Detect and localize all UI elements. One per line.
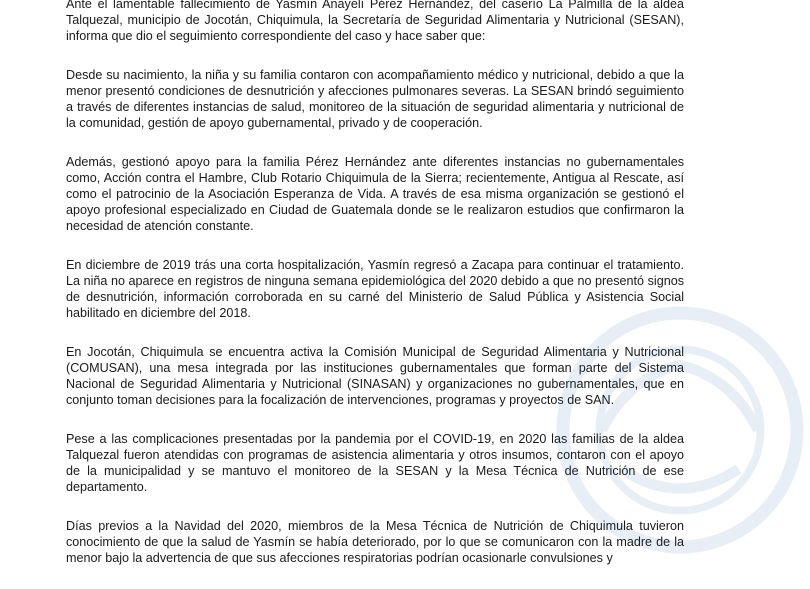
- paragraph-medical-accompaniment: Desde su nacimiento, la niña y su familia contaron con acompañamiento médico y nutricional, debido a que la menor presentó condiciones de desnutrición y afecciones pulmonares severas. La SESAN brindó seguimiento a través de diferentes instancias de salud, monitoreo de la situación de seguridad alimentaria y nutricional de la comunidad, gestión de apoyo gubernamental, privado y de cooperación.: [66, 67, 684, 131]
- paragraph-december-2019: En diciembre de 2019 trás una corta hospitalización, Yasmín regresó a Zacapa para continuar el tratamiento. La niña no aparece en registros de ninguna semana epidemiológica del 2020 debido a que no presentó signos de desnutrición, información corroborada en su carné del Ministerio de Salud Pública y Asistencia Social habilitado en diciembre del 2018.: [66, 257, 684, 321]
- paragraph-comusan: En Jocotán, Chiquimula se encuentra activa la Comisión Municipal de Seguridad Alimentaria y Nutricional (COMUSAN), una mesa integrada por las instituciones gubernamentales que forman parte del Sistema Nacional de Seguridad Alimentaria y Nutricional (SINASAN) y organizaciones no gubernamentales, que en conjunto toman decisiones para la focalización de intervenciones, programas y proyectos de SAN.: [66, 344, 684, 408]
- paragraph-intro: Ante el lamentable fallecimiento de Yasmín Anayelí Pérez Hernández, del caserío La Palmilla de la aldea Talquezal, municipio de Jocotán, Chiquimula, la Secretaría de Seguridad Alimentaria y Nutricional (SESAN), informa que dio el seguimiento correspondiente del caso y hace saber que:: [66, 0, 684, 44]
- paragraph-covid-2020: Pese a las complicaciones presentadas por la pandemia por el COVID-19, en 2020 las familias de la aldea Talquezal fueron atendidas con programas de asistencia alimentaria y otros insumos, contaron con el apoyo de la municipalidad y se mantuvo el monitoreo de la SESAN y la Mesa Técnica de Nutrición de ese departamento.: [66, 431, 684, 495]
- paragraph-ngo-support: Además, gestionó apoyo para la familia Pérez Hernández ante diferentes instancias no gubernamentales como, Acción contra el Hambre, Club Rotario Chiquimula de la Sierra; recientemente, Antigua al Rescate, así como el patrocinio de la Asociación Esperanza de Vida. A través de esa misma organización se gestionó el apoyo profesional especializado en Ciudad de Guatemala donde se le realizaron estudios que confirmaron la necesidad de atención constante.: [66, 154, 684, 234]
- paragraph-christmas-2020: Días previos a la Navidad del 2020, miembros de la Mesa Técnica de Nutrición de Chiquimula tuvieron conocimiento de que la salud de Yasmín se había deteriorado, por lo que se comunicaron con la madre de la menor bajo la advertencia de que sus afecciones respiratorias podrían ocasionarle convulsiones y: [66, 518, 684, 565]
- watermark-emblem-icon: [550, 300, 810, 560]
